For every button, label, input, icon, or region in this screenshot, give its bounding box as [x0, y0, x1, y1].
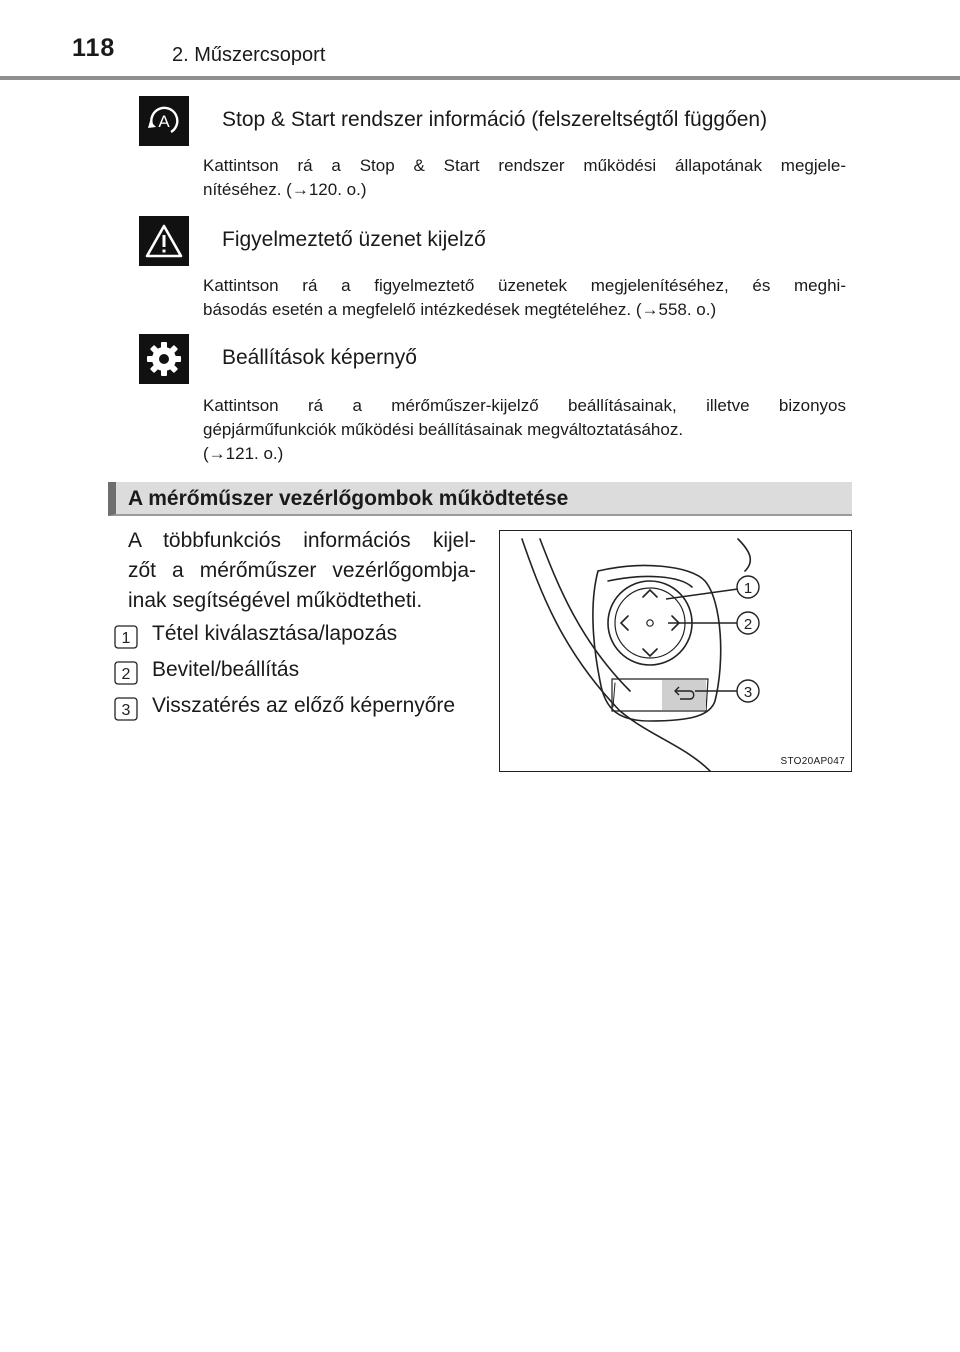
- svg-text:2: 2: [121, 666, 131, 683]
- stop-start-icon: [139, 96, 189, 146]
- callout-number-box: [114, 661, 138, 685]
- description-line: nítéséhez. (→120. o.): [203, 180, 367, 199]
- description-line: Kattintson rá a Stop & Start rendszer működési állapotának megjele-: [203, 156, 846, 175]
- warning-triangle-icon: [139, 216, 189, 266]
- item-description-stop-start: [203, 154, 846, 202]
- description-line: (→121. o.): [203, 444, 284, 463]
- svg-text:3: 3: [743, 684, 753, 701]
- list-item-label: Bevitel/beállítás: [152, 658, 300, 681]
- item-title-stop-start: Stop & Start rendszer információ (felszereltségtől függően): [222, 108, 768, 131]
- svg-text:1: 1: [743, 580, 753, 597]
- description-line: Kattintson rá a figyelmeztető üzenetek megjelenítéséhez, és meghi-: [203, 276, 846, 295]
- section-title: A mérőműszer vezérlőgombok működtetése: [128, 487, 569, 510]
- callout-number-box: [114, 697, 138, 721]
- chapter-title: 2. Műszercsoport: [172, 44, 326, 66]
- list-item-label: Tétel kiválasztása/lapozás: [152, 622, 398, 645]
- item-title-warning: Figyelmeztető üzenet kijelző: [222, 228, 486, 251]
- description-line: Kattintson rá a mérőműszer-kijelző beállításainak, illetve bizonyos: [203, 396, 846, 415]
- section-header: [108, 482, 852, 516]
- description-line: gépjárműfunkciók működési beállításainak megváltoztatásához.: [203, 420, 684, 439]
- steering-wheel-illustration: [500, 531, 852, 772]
- page-header: [0, 0, 960, 80]
- intro-line: zőt a mérőműszer vezérlőgombja-: [128, 559, 476, 582]
- item-description-warning: [203, 274, 846, 322]
- callout-number-box: [114, 625, 138, 649]
- page-number: 118: [72, 34, 116, 62]
- svg-text:3: 3: [121, 702, 131, 719]
- header-rule: [0, 76, 960, 80]
- intro-line: A többfunkciós információs kijel-: [128, 529, 476, 552]
- list-item-label: Visszatérés az előző képernyőre: [152, 694, 456, 717]
- svg-text:2: 2: [743, 616, 753, 633]
- svg-text:A: A: [158, 112, 170, 131]
- item-title-settings: Beállítások képernyő: [222, 346, 417, 369]
- item-description-settings: [203, 394, 846, 466]
- description-line: básodás esetén a megfelelő intézkedések megtételéhez. (→558. o.): [203, 300, 717, 319]
- steering-wheel-controls-figure: [499, 530, 852, 772]
- gear-icon: [139, 334, 189, 384]
- figure-code: STO20AP047: [780, 756, 845, 767]
- svg-text:1: 1: [121, 630, 131, 647]
- intro-line: inak segítségével működtetheti.: [128, 589, 423, 612]
- section-intro: [128, 526, 476, 616]
